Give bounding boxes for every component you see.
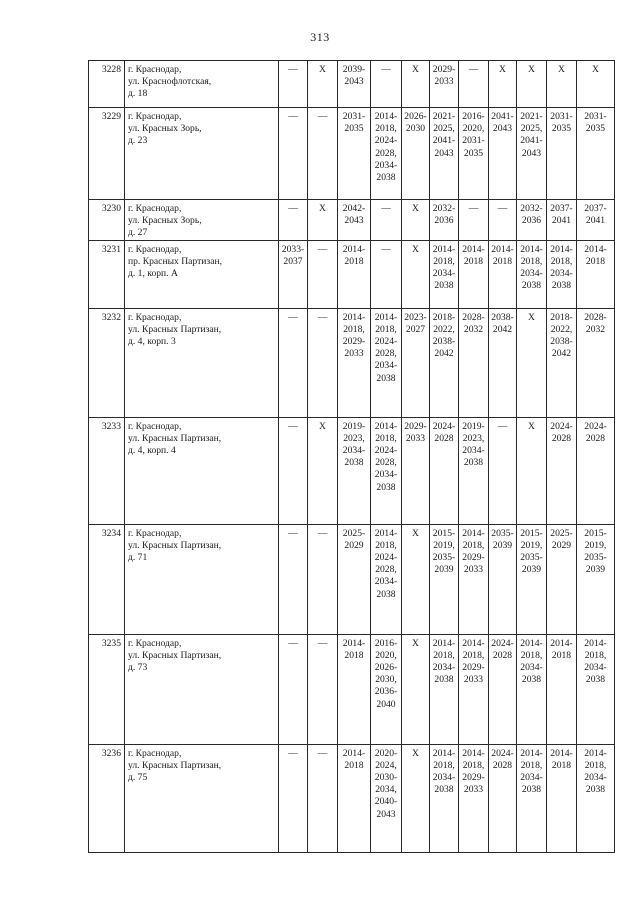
table-row <box>89 308 615 417</box>
period-cell: 2026- 2030 <box>402 108 430 200</box>
address-cell: г. Краснодар, ул. Красных Зорь, д. 23 <box>125 108 279 200</box>
period-cell: — <box>308 524 338 634</box>
address-cell: г. Краснодар, ул. Красных Партизан, д. 73 <box>125 634 279 744</box>
address-cell: г. Краснодар, ул. Красных Партизан, д. 71 <box>125 524 279 634</box>
period-cell: 2031- 2035 <box>547 108 577 200</box>
period-cell: 2028- 2032 <box>459 308 489 417</box>
period-cell: 2018- 2022, 2038- 2042 <box>430 308 459 417</box>
row-number: 3236 <box>89 744 125 852</box>
period-cell: 2014- 2018, 2034- 2038 <box>547 240 577 308</box>
period-cell: 2014- 2018, 2034- 2038 <box>430 634 459 744</box>
table-row <box>89 744 615 852</box>
register-body <box>89 61 615 853</box>
period-cell: X <box>308 417 338 524</box>
row-number: 3228 <box>89 61 125 108</box>
period-cell: 2021- 2025, 2041- 2043 <box>430 108 459 200</box>
period-cell: X <box>517 61 547 108</box>
period-cell: — <box>308 308 338 417</box>
period-cell: 2016- 2020, 2026- 2030, 2036- 2040 <box>371 634 402 744</box>
period-cell: X <box>517 308 547 417</box>
period-cell: 2014- 2018, 2029- 2033 <box>459 634 489 744</box>
address-cell: г. Краснодар, ул. Красных Зорь, д. 27 <box>125 200 279 241</box>
period-cell: — <box>279 308 308 417</box>
period-cell: — <box>371 240 402 308</box>
period-cell: 2039- 2043 <box>338 61 371 108</box>
period-cell: 2019- 2023, 2034- 2038 <box>338 417 371 524</box>
period-cell: X <box>489 61 517 108</box>
period-cell: 2015- 2019, 2035- 2039 <box>517 524 547 634</box>
period-cell: 2014- 2018 <box>577 240 615 308</box>
period-cell: 2014- 2018, 2034- 2038 <box>517 634 547 744</box>
period-cell: 2014- 2018, 2024- 2028, 2034- 2038 <box>371 417 402 524</box>
period-cell: X <box>577 61 615 108</box>
period-cell: 2024- 2028 <box>577 417 615 524</box>
period-cell: 2033- 2037 <box>279 240 308 308</box>
period-cell: — <box>279 634 308 744</box>
period-cell: — <box>279 417 308 524</box>
period-cell: 2014- 2018 <box>489 240 517 308</box>
period-cell: X <box>402 200 430 241</box>
period-cell: 2014- 2018, 2024- 2028, 2034- 2038 <box>371 308 402 417</box>
period-cell: 2018- 2022, 2038- 2042 <box>547 308 577 417</box>
period-cell: 2014- 2018, 2034- 2038 <box>517 240 547 308</box>
period-cell: 2024- 2028 <box>547 417 577 524</box>
period-cell: 2019- 2023, 2034- 2038 <box>459 417 489 524</box>
period-cell: 2024- 2028 <box>430 417 459 524</box>
table-row <box>89 417 615 524</box>
table-row <box>89 200 615 241</box>
period-cell: — <box>371 200 402 241</box>
period-cell: 2015- 2019, 2035- 2039 <box>577 524 615 634</box>
period-cell: 2029- 2033 <box>402 417 430 524</box>
period-cell: 2014- 2018 <box>547 634 577 744</box>
period-cell: — <box>308 744 338 852</box>
period-cell: 2014- 2018 <box>338 744 371 852</box>
period-cell: X <box>308 61 338 108</box>
period-cell: 2014- 2018, 2034- 2038 <box>577 744 615 852</box>
period-cell: 2021- 2025, 2041- 2043 <box>517 108 547 200</box>
period-cell: 2031- 2035 <box>577 108 615 200</box>
period-cell: 2025- 2029 <box>547 524 577 634</box>
address-cell: г. Краснодар, ул. Красных Партизан, д. 4, корп. 4 <box>125 417 279 524</box>
period-cell: 2014- 2018, 2024- 2028, 2034- 2038 <box>371 524 402 634</box>
row-number: 3230 <box>89 200 125 241</box>
address-cell: г. Краснодар, ул. Краснофлотская, д. 18 <box>125 61 279 108</box>
table-row <box>89 634 615 744</box>
period-cell: 2024- 2028 <box>489 744 517 852</box>
period-cell: 2014- 2018 <box>459 240 489 308</box>
period-cell: 2014- 2018, 2034- 2038 <box>430 744 459 852</box>
period-cell: 2014- 2018, 2029- 2033 <box>459 524 489 634</box>
address-cell: г. Краснодар, пр. Красных Партизан, д. 1, корп. А <box>125 240 279 308</box>
period-cell: 2038- 2042 <box>489 308 517 417</box>
row-number: 3233 <box>89 417 125 524</box>
period-cell: 2014- 2018, 2034- 2038 <box>430 240 459 308</box>
address-cell: г. Краснодар, ул. Красных Партизан, д. 75 <box>125 744 279 852</box>
period-cell: 2041- 2043 <box>489 108 517 200</box>
period-cell: 2014- 2018, 2034- 2038 <box>577 634 615 744</box>
period-cell: — <box>308 108 338 200</box>
row-number: 3231 <box>89 240 125 308</box>
period-cell: 2028- 2032 <box>577 308 615 417</box>
period-cell: 2025- 2029 <box>338 524 371 634</box>
period-cell: 2016- 2020, 2031- 2035 <box>459 108 489 200</box>
table-row <box>89 524 615 634</box>
period-cell: X <box>547 61 577 108</box>
period-cell: X <box>402 744 430 852</box>
period-cell: 2037- 2041 <box>577 200 615 241</box>
period-cell: — <box>279 744 308 852</box>
period-cell: — <box>459 200 489 241</box>
register-table <box>88 60 615 853</box>
table-row <box>89 61 615 108</box>
period-cell: 2029- 2033 <box>430 61 459 108</box>
period-cell: 2024- 2028 <box>489 634 517 744</box>
period-cell: 2014- 2018, 2029- 2033 <box>459 744 489 852</box>
period-cell: 2035- 2039 <box>489 524 517 634</box>
period-cell: X <box>308 200 338 241</box>
period-cell: — <box>279 524 308 634</box>
period-cell: X <box>402 240 430 308</box>
row-number: 3232 <box>89 308 125 417</box>
period-cell: 2014- 2018 <box>338 634 371 744</box>
period-cell: 2014- 2018, 2034- 2038 <box>517 744 547 852</box>
period-cell: — <box>279 108 308 200</box>
address-cell: г. Краснодар, ул. Красных Партизан, д. 4, корп. 3 <box>125 308 279 417</box>
period-cell: 2014- 2018, 2029- 2033 <box>338 308 371 417</box>
period-cell: — <box>308 240 338 308</box>
period-cell: X <box>402 61 430 108</box>
period-cell: 2020- 2024, 2030- 2034, 2040- 2043 <box>371 744 402 852</box>
period-cell: X <box>402 524 430 634</box>
period-cell: 2042- 2043 <box>338 200 371 241</box>
period-cell: 2031- 2035 <box>338 108 371 200</box>
period-cell: — <box>279 61 308 108</box>
period-cell: 2014- 2018 <box>547 744 577 852</box>
period-cell: — <box>459 61 489 108</box>
period-cell: — <box>371 61 402 108</box>
row-number: 3234 <box>89 524 125 634</box>
period-cell: X <box>517 417 547 524</box>
row-number: 3235 <box>89 634 125 744</box>
period-cell: — <box>489 417 517 524</box>
period-cell: 2032- 2036 <box>517 200 547 241</box>
period-cell: 2014- 2018 <box>338 240 371 308</box>
page-number: 313 <box>310 30 330 44</box>
period-cell: — <box>489 200 517 241</box>
period-cell: 2015- 2019, 2035- 2039 <box>430 524 459 634</box>
period-cell: 2037- 2041 <box>547 200 577 241</box>
period-cell: 2014- 2018, 2024- 2028, 2034- 2038 <box>371 108 402 200</box>
period-cell: — <box>279 200 308 241</box>
table-row <box>89 108 615 200</box>
period-cell: 2023- 2027 <box>402 308 430 417</box>
row-number: 3229 <box>89 108 125 200</box>
period-cell: 2032- 2036 <box>430 200 459 241</box>
table-row <box>89 240 615 308</box>
period-cell: — <box>308 634 338 744</box>
period-cell: X <box>402 634 430 744</box>
